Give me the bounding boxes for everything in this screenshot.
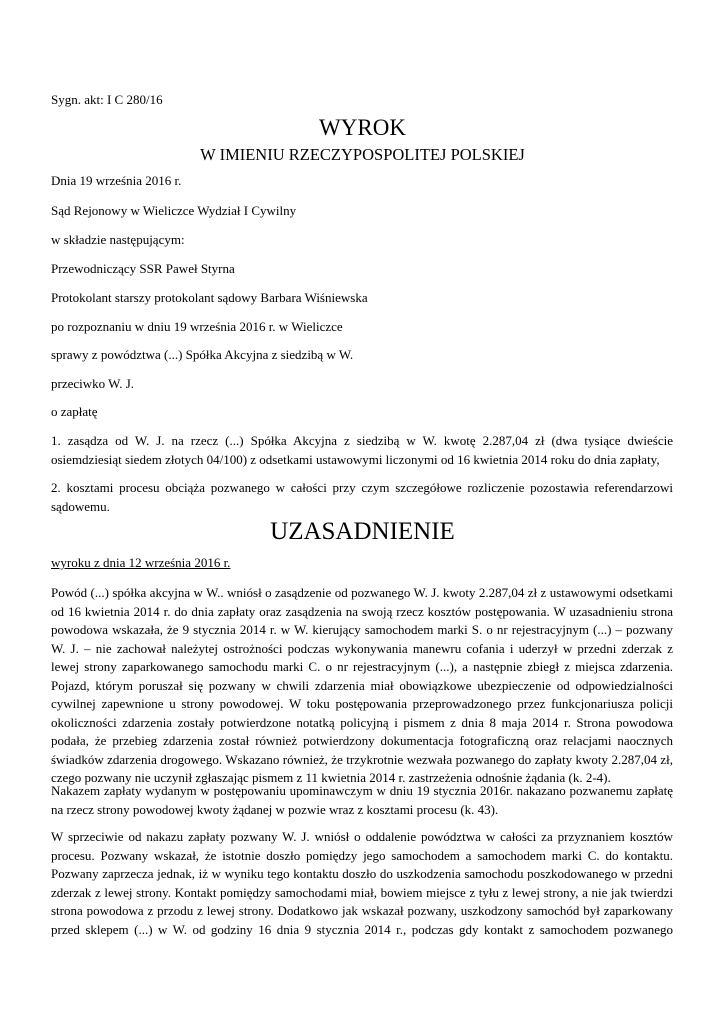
document-subtitle: W IMIENIU RZECZYPOSPOLITEJ POLSKIEJ (200, 145, 525, 164)
court-clerk: Protokolant starszy protokolant sądowy Barbara Wiśniewska (51, 290, 368, 305)
case-subject: o zapłatę (51, 404, 98, 419)
ruling-point-1: 1. zasądza od W. J. na rzecz (...) Spółka Akcyjna z siedzibą w W. kwotę 2.287,04 zł (dwa tysiące dwieście osiemdziesiąt siedem złotych 04/100) z odsetkami ustawowymi liczonymi od 16 kwietnia 2014 roku do dnia zapłaty, (51, 433, 673, 467)
case-reference: Sygn. akt: I C 280/16 (51, 92, 163, 107)
document-title: WYROK (319, 115, 406, 140)
case-plaintiff: sprawy z powództwa (...) Spółka Akcyjna z siedzibą w W. (51, 347, 354, 362)
judgment-date: Dnia 19 września 2016 r. (51, 173, 182, 188)
ruling-point-2: 2. kosztami procesu obciąża pozwanego w całości przy czym szczegółowe rozliczenie pozostawia referendarzowi sądowemu. (51, 480, 673, 514)
presiding-judge: Przewodniczący SSR Paweł Styrna (51, 261, 235, 276)
justification-reference: wyroku z dnia 12 września 2016 r. (51, 555, 231, 570)
justification-paragraph: Powód (...) spółka akcyjna w W.. wniósł o zasądzenie od pozwanego W. J. kwoty 2.287,04 zł z ustawowymi odsetkami od 16 kwietnia 2014 r. do dnia zapłaty oraz zasądzenia na swoją rzecz kosztów postępowania. W uzasadnieniu strona powodowa wskazała, że 9 stycznia 2014 r. w W. kierujący samochodem marki S. o nr rejestracyjnym (...) – pozwany W. J. – nie zachował należytej ostrożności podczas wykonywania manewru cofania i uderzył w przedni zderzak z lewej strony zaparkowanego samochodu marki C. o nr rejestracyjnym (...), a następnie zbiegł z miejsca zdarzenia. Pojazd, którym poruszał się pozwany w chwili zdarzenia miał obowiązkowe ubezpieczenie od odpowiedzialności cywilnej zapewnione u strony powodowej. W toku postępowania przeprowadzonego przez funkcjonariusza policji okoliczności zdarzenia zostały potwierdzone notatką policyjną i pismem z dnia 8 maja 2014 r. Strona powodowa podała, że przebieg zdarzenia został również potwierdzony dokumentacja fotograficzną oraz relacjami naocznych świadków zdarzenia drogowego. Wskazano również, że trzykrotnie wezwała pozwanego do zapłaty kwoty 2.287,04 zł, czego pozwany nie uczynił zgłaszając pismem z 11 kwietnia 2014 r. zastrzeżenia odnośnie żądania (k. 2-4). (51, 585, 673, 785)
court-name: Sąd Rejonowy w Wieliczce Wydział I Cywilny (51, 203, 297, 218)
hearing-info: po rozpoznaniu w dniu 19 września 2016 r. w Wieliczce (51, 319, 343, 334)
justification-paragraph: W sprzeciwie od nakazu zapłaty pozwany W. J. wniósł o oddalenie powództwa w całości za przyznaniem kosztów procesu. Pozwany wskazał, że istotnie doszło pomiędzy jego samochodem a samochodem marki C. do kontaktu. Pozwany zaprzecza jednak, iż w wyniku tego kontaktu doszło do uszkodzenia samochodu poszkodowanego w przedni zderzak z lewej strony. Kontakt pomiędzy samochodami miał, bowiem miejsce z tyłu z lewej strony, a nie jak twierdzi strona powodowa z przodu z lewej strony. Dodatkowo jak wskazał pozwany, uszkodzony samochód był zaparkowany przed sklepem (...) w W. od godziny 16 dnia 9 stycznia 2014 r., podczas gdy kontakt z samochodem pozwanego (51, 829, 673, 937)
court-composition: w składzie następującym: (51, 232, 185, 247)
justification-heading: UZASADNIENIE (270, 518, 455, 545)
justification-paragraph: Nakazem zapłaty wydanym w postępowaniu upominawczym w dniu 19 stycznia 2016r. nakazano pozwanemu zapłatę na rzecz strony powodowej kwoty żądanej w pozwie wraz z kosztami procesu (k. 43). (51, 783, 673, 817)
case-defendant: przeciwko W. J. (51, 376, 135, 391)
